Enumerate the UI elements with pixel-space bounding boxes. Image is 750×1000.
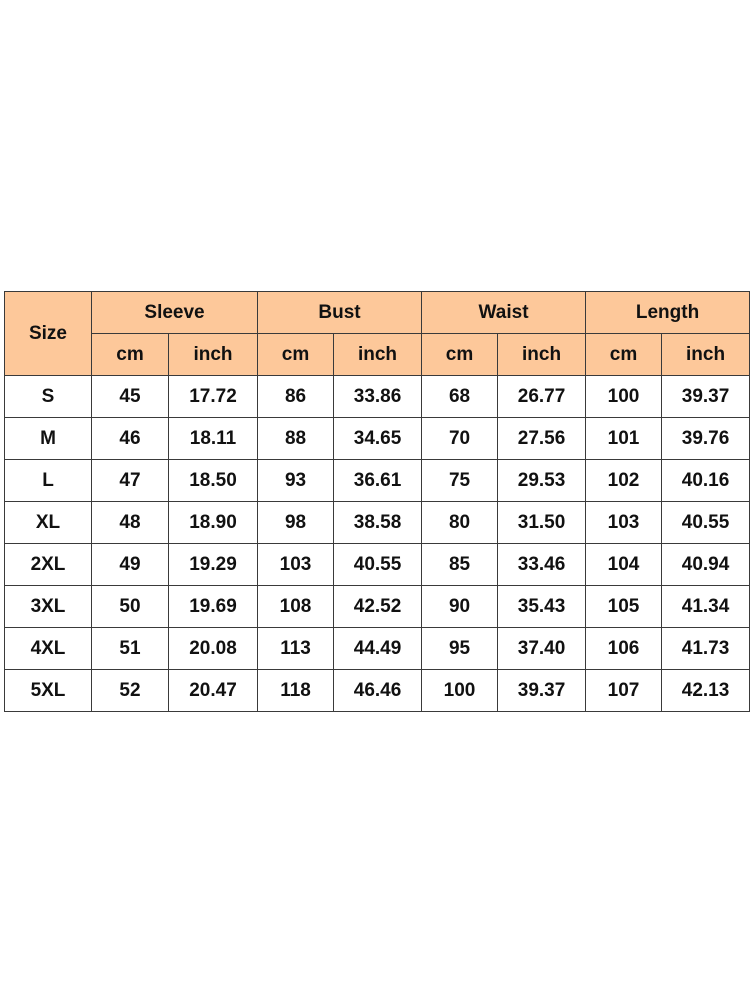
unit-header: cm <box>92 334 169 376</box>
size-label-cell: M <box>5 418 92 460</box>
table-row <box>5 544 750 586</box>
measurement-cell: 105 <box>586 586 662 628</box>
measurement-cell: 46 <box>92 418 169 460</box>
measurement-cell: 29.53 <box>498 460 586 502</box>
measurement-cell: 39.76 <box>662 418 750 460</box>
measurement-cell: 45 <box>92 376 169 418</box>
measurement-cell: 33.46 <box>498 544 586 586</box>
measurement-cell: 40.55 <box>662 502 750 544</box>
measurement-cell: 51 <box>92 628 169 670</box>
measurement-cell: 26.77 <box>498 376 586 418</box>
measurement-cell: 46.46 <box>334 670 422 712</box>
measurement-cell: 40.55 <box>334 544 422 586</box>
size-label-cell: 4XL <box>5 628 92 670</box>
measurement-cell: 86 <box>258 376 334 418</box>
group-header-sleeve: Sleeve <box>92 292 258 334</box>
measurement-cell: 35.43 <box>498 586 586 628</box>
measurement-cell: 20.08 <box>169 628 258 670</box>
measurement-cell: 106 <box>586 628 662 670</box>
table-body <box>5 376 750 712</box>
measurement-cell: 103 <box>586 502 662 544</box>
table-row <box>5 628 750 670</box>
measurement-cell: 102 <box>586 460 662 502</box>
measurement-cell: 19.29 <box>169 544 258 586</box>
measurement-cell: 50 <box>92 586 169 628</box>
measurement-cell: 31.50 <box>498 502 586 544</box>
measurement-cell: 80 <box>422 502 498 544</box>
table-row <box>5 502 750 544</box>
size-chart-table <box>4 291 750 712</box>
table-row <box>5 460 750 502</box>
measurement-cell: 39.37 <box>662 376 750 418</box>
size-label-cell: XL <box>5 502 92 544</box>
measurement-cell: 38.58 <box>334 502 422 544</box>
measurement-cell: 113 <box>258 628 334 670</box>
table-row <box>5 586 750 628</box>
group-header-waist: Waist <box>422 292 586 334</box>
unit-header: cm <box>258 334 334 376</box>
group-header-bust: Bust <box>258 292 422 334</box>
measurement-cell: 42.52 <box>334 586 422 628</box>
table-row <box>5 418 750 460</box>
measurement-cell: 85 <box>422 544 498 586</box>
measurement-cell: 101 <box>586 418 662 460</box>
measurement-cell: 100 <box>586 376 662 418</box>
measurement-cell: 44.49 <box>334 628 422 670</box>
measurement-cell: 18.11 <box>169 418 258 460</box>
group-header-length: Length <box>586 292 750 334</box>
measurement-cell: 34.65 <box>334 418 422 460</box>
header-unit-row <box>5 334 750 376</box>
measurement-cell: 40.16 <box>662 460 750 502</box>
measurement-cell: 118 <box>258 670 334 712</box>
measurement-cell: 90 <box>422 586 498 628</box>
measurement-cell: 95 <box>422 628 498 670</box>
measurement-cell: 100 <box>422 670 498 712</box>
measurement-cell: 18.50 <box>169 460 258 502</box>
measurement-cell: 37.40 <box>498 628 586 670</box>
measurement-cell: 75 <box>422 460 498 502</box>
unit-header: inch <box>169 334 258 376</box>
unit-header: inch <box>498 334 586 376</box>
measurement-cell: 19.69 <box>169 586 258 628</box>
measurement-cell: 40.94 <box>662 544 750 586</box>
unit-header: cm <box>422 334 498 376</box>
measurement-cell: 93 <box>258 460 334 502</box>
header-group-row <box>5 292 750 334</box>
measurement-cell: 20.47 <box>169 670 258 712</box>
measurement-cell: 33.86 <box>334 376 422 418</box>
measurement-cell: 68 <box>422 376 498 418</box>
measurement-cell: 108 <box>258 586 334 628</box>
measurement-cell: 70 <box>422 418 498 460</box>
unit-header: inch <box>662 334 750 376</box>
measurement-cell: 41.73 <box>662 628 750 670</box>
unit-header: cm <box>586 334 662 376</box>
size-label-cell: S <box>5 376 92 418</box>
measurement-cell: 49 <box>92 544 169 586</box>
size-label-cell: 2XL <box>5 544 92 586</box>
measurement-cell: 48 <box>92 502 169 544</box>
measurement-cell: 104 <box>586 544 662 586</box>
size-label-cell: L <box>5 460 92 502</box>
table-row <box>5 376 750 418</box>
size-header: Size <box>5 292 92 376</box>
size-label-cell: 3XL <box>5 586 92 628</box>
measurement-cell: 27.56 <box>498 418 586 460</box>
measurement-cell: 103 <box>258 544 334 586</box>
measurement-cell: 47 <box>92 460 169 502</box>
table-row <box>5 670 750 712</box>
measurement-cell: 17.72 <box>169 376 258 418</box>
measurement-cell: 107 <box>586 670 662 712</box>
size-label-cell: 5XL <box>5 670 92 712</box>
measurement-cell: 88 <box>258 418 334 460</box>
measurement-cell: 52 <box>92 670 169 712</box>
measurement-cell: 18.90 <box>169 502 258 544</box>
table-header <box>5 292 750 376</box>
measurement-cell: 98 <box>258 502 334 544</box>
measurement-cell: 39.37 <box>498 670 586 712</box>
measurement-cell: 36.61 <box>334 460 422 502</box>
measurement-cell: 41.34 <box>662 586 750 628</box>
measurement-cell: 42.13 <box>662 670 750 712</box>
unit-header: inch <box>334 334 422 376</box>
